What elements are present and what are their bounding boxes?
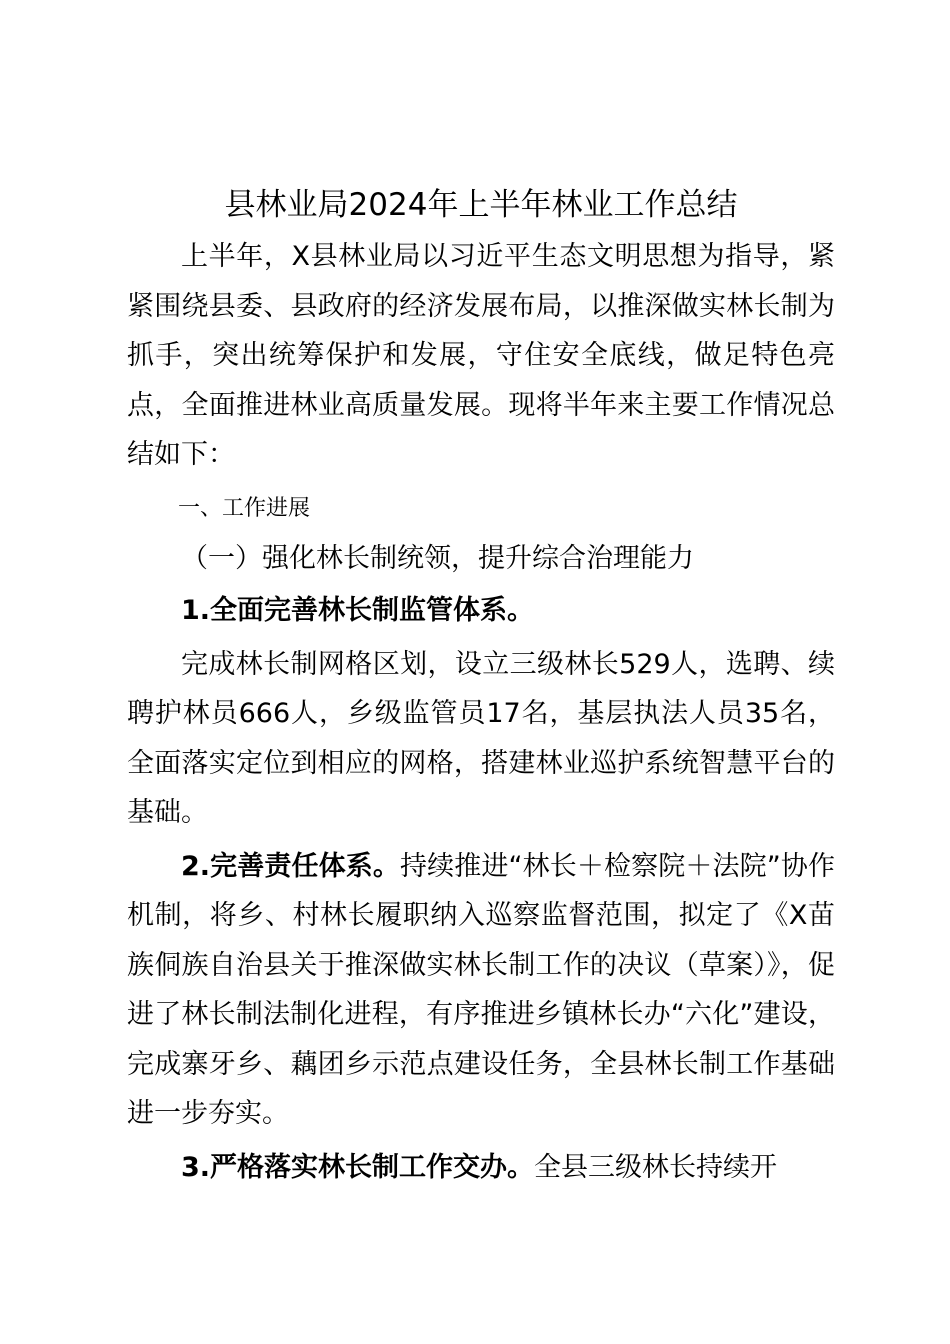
document-title: 县林业局2024年上半年林业工作总结 xyxy=(224,187,738,223)
item2-lead: 2.完善责任体系。 xyxy=(181,850,401,882)
item3-paragraph xyxy=(127,1143,835,1193)
item3-lead: 3.严格落实林长制工作交办。 xyxy=(181,1151,535,1183)
subsection-heading-forest-chief: （一）强化林长制统领，提升综合治理能力 xyxy=(181,542,694,574)
item1-heading: 1.全面完善林长制监管体系。 xyxy=(181,594,535,626)
section-heading-work-progress: 一、工作进展 xyxy=(178,495,311,521)
item2-body: 持续推进“林长＋检察院＋法院”协作机制，将乡、村林长履职纳入巡察监督范围，拟定了《X苗族侗族自治县关于推深做实林长制工作的决议（草案）》，促进了林长制法制化进程，有序推进乡镇林长办“六化”建设，完成寨牙乡、藕团乡示范点建设任务，全县林长制工作基础进一步夯实。 xyxy=(127,850,836,1129)
intro-paragraph: 上半年，X县林业局以习近平生态文明思想为指导，紧紧围绕县委、县政府的经济发展布局，以推深做实林长制为抓手，突出统筹保护和发展，守住安全底线，做足特色亮点，全面推进林业高质量发展。现将半年来主要工作情况总结如下： xyxy=(127,241,835,470)
item2-paragraph xyxy=(127,842,835,1139)
item3-body: 全县三级林长持续开 xyxy=(534,1151,778,1183)
document-page xyxy=(127,180,835,1196)
item1-body: 完成林长制网格区划，设立三级林长529人，选聘、续聘护林员666人，乡级监管员17名，基层执法人员35名，全面落实定位到相应的网格，搭建林业巡护系统智慧平台的基础。 xyxy=(127,648,835,828)
